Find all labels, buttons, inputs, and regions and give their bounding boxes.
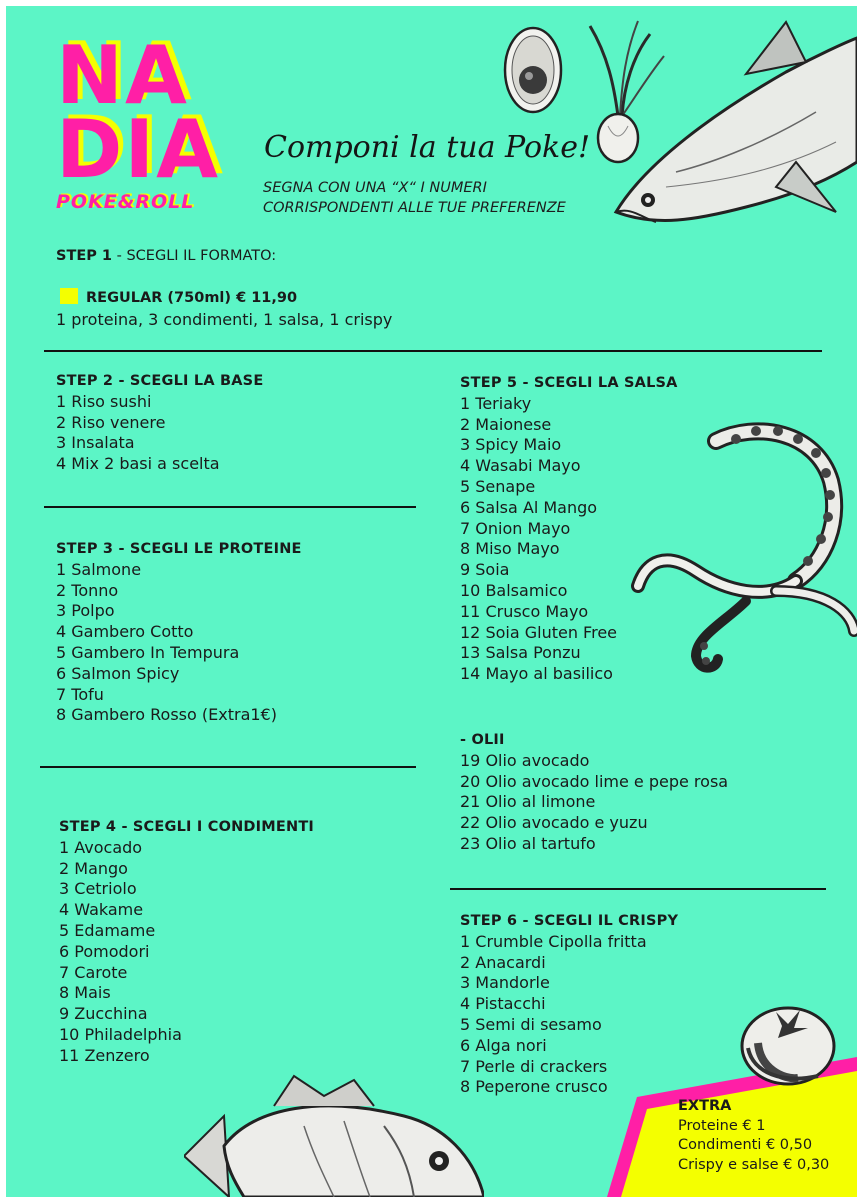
list-item: 5 Gambero In Tempura	[56, 642, 240, 662]
list-item: 5 Senape	[460, 476, 536, 496]
divider	[44, 350, 822, 352]
list-item: 12 Soia Gluten Free	[460, 622, 618, 642]
list-item: 3 Polpo	[56, 601, 115, 621]
list-item: 2 Anacardi	[460, 952, 546, 972]
list-item: 6 Pomodori	[59, 941, 150, 961]
list-item: 23 Olio al tartufo	[460, 833, 596, 853]
step1-title-rest: - SCEGLI IL FORMATO:	[112, 248, 277, 264]
step4-title: STEP 4 - SCEGLI I CONDIMENTI	[59, 819, 315, 835]
list-item: 3 Spicy Maio	[460, 435, 562, 455]
list-item: 3 Cetriolo	[59, 879, 137, 899]
list-item: 8 Peperone crusco	[460, 1077, 608, 1097]
list-item: 1 Teriaky	[460, 393, 532, 413]
list-item: 1 Riso sushi	[56, 391, 152, 411]
list-item: 21 Olio al limone	[460, 792, 596, 812]
list-item: 20 Olio avocado lime e pepe rosa	[460, 771, 729, 791]
page-headline: Componi la tua Poke!	[264, 130, 591, 165]
step3-section	[56, 539, 302, 726]
step4-section	[59, 817, 314, 1067]
list-item: 5 Semi di sesamo	[460, 1014, 602, 1034]
extra-line: Condimenti € 0,50	[678, 1137, 813, 1153]
extra-line: Crispy e salse € 0,30	[678, 1156, 830, 1173]
list-item: 4 Wasabi Mayo	[460, 456, 581, 476]
list-item: 2 Riso venere	[56, 412, 166, 432]
logo-line-2: DIA	[56, 103, 221, 196]
step6-title: STEP 6 - SCEGLI IL CRISPY	[460, 913, 679, 929]
divider	[44, 506, 416, 508]
step3-title: STEP 3 - SCEGLI LE PROTEINE	[56, 541, 302, 557]
divider	[40, 766, 416, 768]
list-item: 10 Balsamico	[460, 580, 568, 600]
oils-section	[460, 730, 728, 855]
list-item: 14 Mayo al basilico	[460, 664, 613, 684]
list-item: 2 Tonno	[56, 580, 119, 600]
list-item: 22 Olio avocado e yuzu	[460, 813, 648, 833]
step1-description: 1 proteina, 3 condimenti, 1 salsa, 1 crispy	[56, 310, 393, 329]
list-item: 2 Maionese	[460, 414, 552, 434]
divider	[450, 888, 826, 890]
extra-line: Proteine € 1	[678, 1117, 766, 1134]
step2-title: STEP 2 - SCEGLI LA BASE	[56, 373, 264, 389]
checkbox-icon[interactable]	[60, 288, 78, 304]
instruction-line-1: SEGNA CON UNA “X“ I NUMERI	[263, 180, 487, 196]
list-item: 4 Pistacchi	[460, 994, 546, 1014]
list-item: 10 Philadelphia	[59, 1024, 182, 1044]
step1-title	[56, 246, 276, 267]
octopus-illustration	[626, 421, 857, 676]
list-item: 8 Miso Mayo	[460, 539, 560, 559]
fish-illustration	[184, 1066, 484, 1197]
list-item: 4 Wakame	[59, 900, 144, 920]
step1-title-bold: STEP 1	[56, 248, 113, 264]
oils-title: - OLII	[460, 732, 505, 748]
brand-logo	[56, 29, 246, 213]
logo-line-1: NA	[56, 29, 189, 122]
list-item: 7 Perle di crackers	[460, 1056, 608, 1076]
list-item: 8 Mais	[59, 983, 111, 1003]
instruction-line-2: CORRISPONDENTI ALLE TUE PREFERENZE	[263, 200, 566, 216]
extra-title: EXTRA	[678, 1098, 732, 1114]
list-item: 9 Zucchina	[59, 1004, 148, 1024]
list-item: 6 Salsa Al Mango	[460, 497, 598, 517]
list-item: 3 Mandorle	[460, 973, 550, 993]
tomato-illustration	[738, 998, 838, 1088]
step5-title: STEP 5 - SCEGLI LA SALSA	[460, 375, 678, 391]
list-item: 7 Carote	[59, 962, 128, 982]
list-item: 2 Mango	[59, 858, 128, 878]
list-item: 4 Mix 2 basi a scelta	[56, 454, 220, 474]
instructions	[263, 178, 566, 218]
extra-section	[678, 1097, 829, 1175]
salmon-illustration	[596, 12, 857, 252]
list-item: 6 Alga nori	[460, 1035, 547, 1055]
step2-section	[56, 371, 263, 475]
list-item: 7 Tofu	[56, 684, 104, 704]
logo-subtitle: POKE&ROLL	[56, 191, 195, 213]
list-item: 19 Olio avocado	[460, 750, 590, 770]
menu-sheet	[6, 6, 857, 1197]
list-item: 11 Crusco Mayo	[460, 601, 589, 621]
list-item: 1 Avocado	[59, 837, 143, 857]
list-item: 7 Onion Mayo	[460, 518, 571, 538]
list-item: 1 Salmone	[56, 559, 142, 579]
list-item: 6 Salmon Spicy	[56, 663, 180, 683]
avocado-illustration	[498, 20, 568, 120]
list-item: 3 Insalata	[56, 433, 135, 453]
list-item: 8 Gambero Rosso (Extra1€)	[56, 705, 277, 725]
list-item: 4 Gambero Cotto	[56, 622, 194, 642]
list-item: 11 Zenzero	[59, 1045, 150, 1065]
step1-option[interactable]	[60, 288, 297, 309]
list-item: 9 Soia	[460, 560, 510, 580]
step1-option-label: REGULAR (750ml) € 11,90	[86, 290, 298, 306]
list-item: 5 Edamame	[59, 920, 156, 940]
list-item: 1 Crumble Cipolla fritta	[460, 931, 647, 951]
list-item: 13 Salsa Ponzu	[460, 643, 581, 663]
